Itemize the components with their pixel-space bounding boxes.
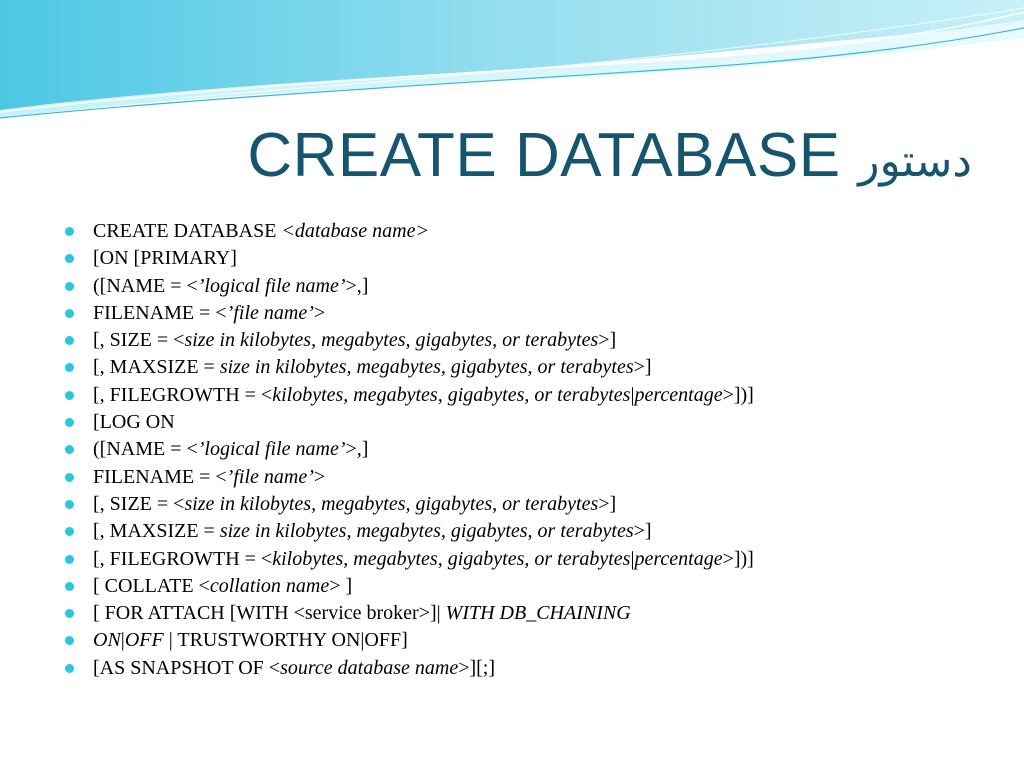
- bullet-text: [, SIZE = <: [93, 492, 185, 515]
- bullet-dot-icon: [65, 664, 74, 673]
- bullet-text: [ON [PRIMARY]: [93, 247, 237, 270]
- bullet-text-italic: OFF: [124, 629, 164, 652]
- bullet-text-italic: ’logical file name’: [197, 274, 346, 297]
- bullet-text: >])]: [722, 383, 754, 406]
- bullet-text: >]: [598, 492, 617, 515]
- bullet-text-italic: collation name: [209, 574, 330, 597]
- syntax-bullet-item: [60, 382, 754, 409]
- syntax-bullet-item: [60, 600, 754, 627]
- bullet-text-italic: size in kilobytes, megabytes, gigabytes, or terabytes: [184, 329, 599, 352]
- bullet-text-italic: WITH DB_CHAINING: [445, 602, 631, 625]
- bullet-text: ([NAME = <: [93, 274, 198, 297]
- slide-title-arabic: دستور: [858, 136, 972, 187]
- bullet-text-italic: percentage: [634, 547, 723, 570]
- bullet-text-italic: ’file name’: [226, 301, 314, 324]
- bullet-dot-icon: [65, 473, 74, 482]
- bullet-dot-icon: [65, 309, 74, 318]
- bullet-text: [ FOR ATTACH [WITH <service broker>]|: [93, 602, 446, 625]
- slide-title-main: CREATE DATABASE: [247, 121, 841, 190]
- bullet-text-italic: size in kilobytes, megabytes, gigabytes, or terabytes: [219, 356, 634, 379]
- bullet-dot-icon: [65, 500, 74, 509]
- syntax-bullet-item: [60, 546, 754, 573]
- bullet-dot-icon: [65, 391, 74, 400]
- bullet-text-italic: kilobytes, megabytes, gigabytes, or terabytes: [272, 547, 631, 570]
- syntax-bullet-list: [60, 218, 754, 682]
- syntax-bullet-item: [60, 354, 754, 381]
- bullet-dot-icon: [65, 363, 74, 372]
- bullet-text: >][;]: [458, 656, 496, 679]
- bullet-text: FILENAME = <: [93, 301, 227, 324]
- bullet-dot-icon: [65, 555, 74, 564]
- bullet-text: [, MAXSIZE =: [93, 520, 220, 543]
- bullet-dot-icon: [65, 418, 74, 427]
- bullet-dot-icon: [65, 227, 74, 236]
- bullet-text-italic: source database name: [280, 656, 459, 679]
- bullet-text: [LOG ON: [93, 411, 175, 434]
- bullet-text: | TRUSTWORTHY ON|OFF]: [163, 629, 408, 652]
- bullet-dot-icon: [65, 254, 74, 263]
- bullet-text-italic: size in kilobytes, megabytes, gigabytes, or terabytes: [219, 520, 634, 543]
- syntax-bullet-item: [60, 573, 754, 600]
- syntax-bullet-item: [60, 464, 754, 491]
- bullet-text: >])]: [722, 547, 754, 570]
- bullet-text-italic: ’file name’: [226, 465, 314, 488]
- bullet-text: >,]: [345, 438, 369, 461]
- bullet-text: FILENAME = <: [93, 465, 227, 488]
- bullet-text-italic: <database name>: [281, 220, 429, 242]
- bullet-dot-icon: [65, 527, 74, 536]
- syntax-bullet-item: [60, 491, 754, 518]
- bullet-text: [, FILEGROWTH = <: [93, 383, 273, 406]
- bullet-text: ([NAME = <: [93, 438, 198, 461]
- bullet-text: >]: [598, 329, 617, 352]
- syntax-bullet-item: [60, 655, 754, 682]
- bullet-text: |: [630, 547, 635, 570]
- bullet-text-italic: ’logical file name’: [197, 438, 346, 461]
- syntax-bullet-item: [60, 327, 754, 354]
- bullet-text: [, FILEGROWTH = <: [93, 547, 273, 570]
- bullet-text: >]: [633, 520, 652, 543]
- bullet-dot-icon: [65, 636, 74, 645]
- bullet-text: [, MAXSIZE =: [93, 356, 220, 379]
- bullet-text-italic: size in kilobytes, megabytes, gigabytes, or terabytes: [184, 492, 599, 515]
- bullet-text: [ COLLATE <: [93, 574, 210, 597]
- bullet-text: >: [313, 465, 326, 488]
- bullet-text: |: [630, 383, 635, 406]
- bullet-text: |: [120, 629, 125, 652]
- bullet-text-italic: percentage: [634, 383, 723, 406]
- bullet-text: > ]: [329, 574, 353, 597]
- header-wave-decoration: [0, 0, 1024, 130]
- bullet-text: [AS SNAPSHOT OF <: [93, 656, 281, 679]
- bullet-dot-icon: [65, 582, 74, 591]
- bullet-text: >: [313, 301, 326, 324]
- bullet-dot-icon: [65, 609, 74, 618]
- syntax-bullet-item: [60, 627, 754, 654]
- bullet-text-italic: kilobytes, megabytes, gigabytes, or terabytes: [272, 383, 631, 406]
- syntax-bullet-item: [60, 300, 754, 327]
- syntax-bullet-item: [60, 436, 754, 463]
- bullet-text: >,]: [345, 274, 369, 297]
- syntax-bullet-item: [60, 518, 754, 545]
- syntax-bullet-item: [60, 409, 754, 436]
- syntax-bullet-item: [60, 218, 754, 245]
- bullet-text: >]: [633, 356, 652, 379]
- bullet-dot-icon: [65, 445, 74, 454]
- bullet-text-italic: ON: [93, 629, 121, 652]
- bullet-dot-icon: [65, 336, 74, 345]
- bullet-text: CREATE DATABASE: [93, 220, 282, 242]
- syntax-bullet-item: [60, 245, 754, 272]
- slide-title: [247, 120, 972, 191]
- syntax-bullet-item: [60, 273, 754, 300]
- bullet-text: [, SIZE = <: [93, 329, 185, 352]
- bullet-dot-icon: [65, 282, 74, 291]
